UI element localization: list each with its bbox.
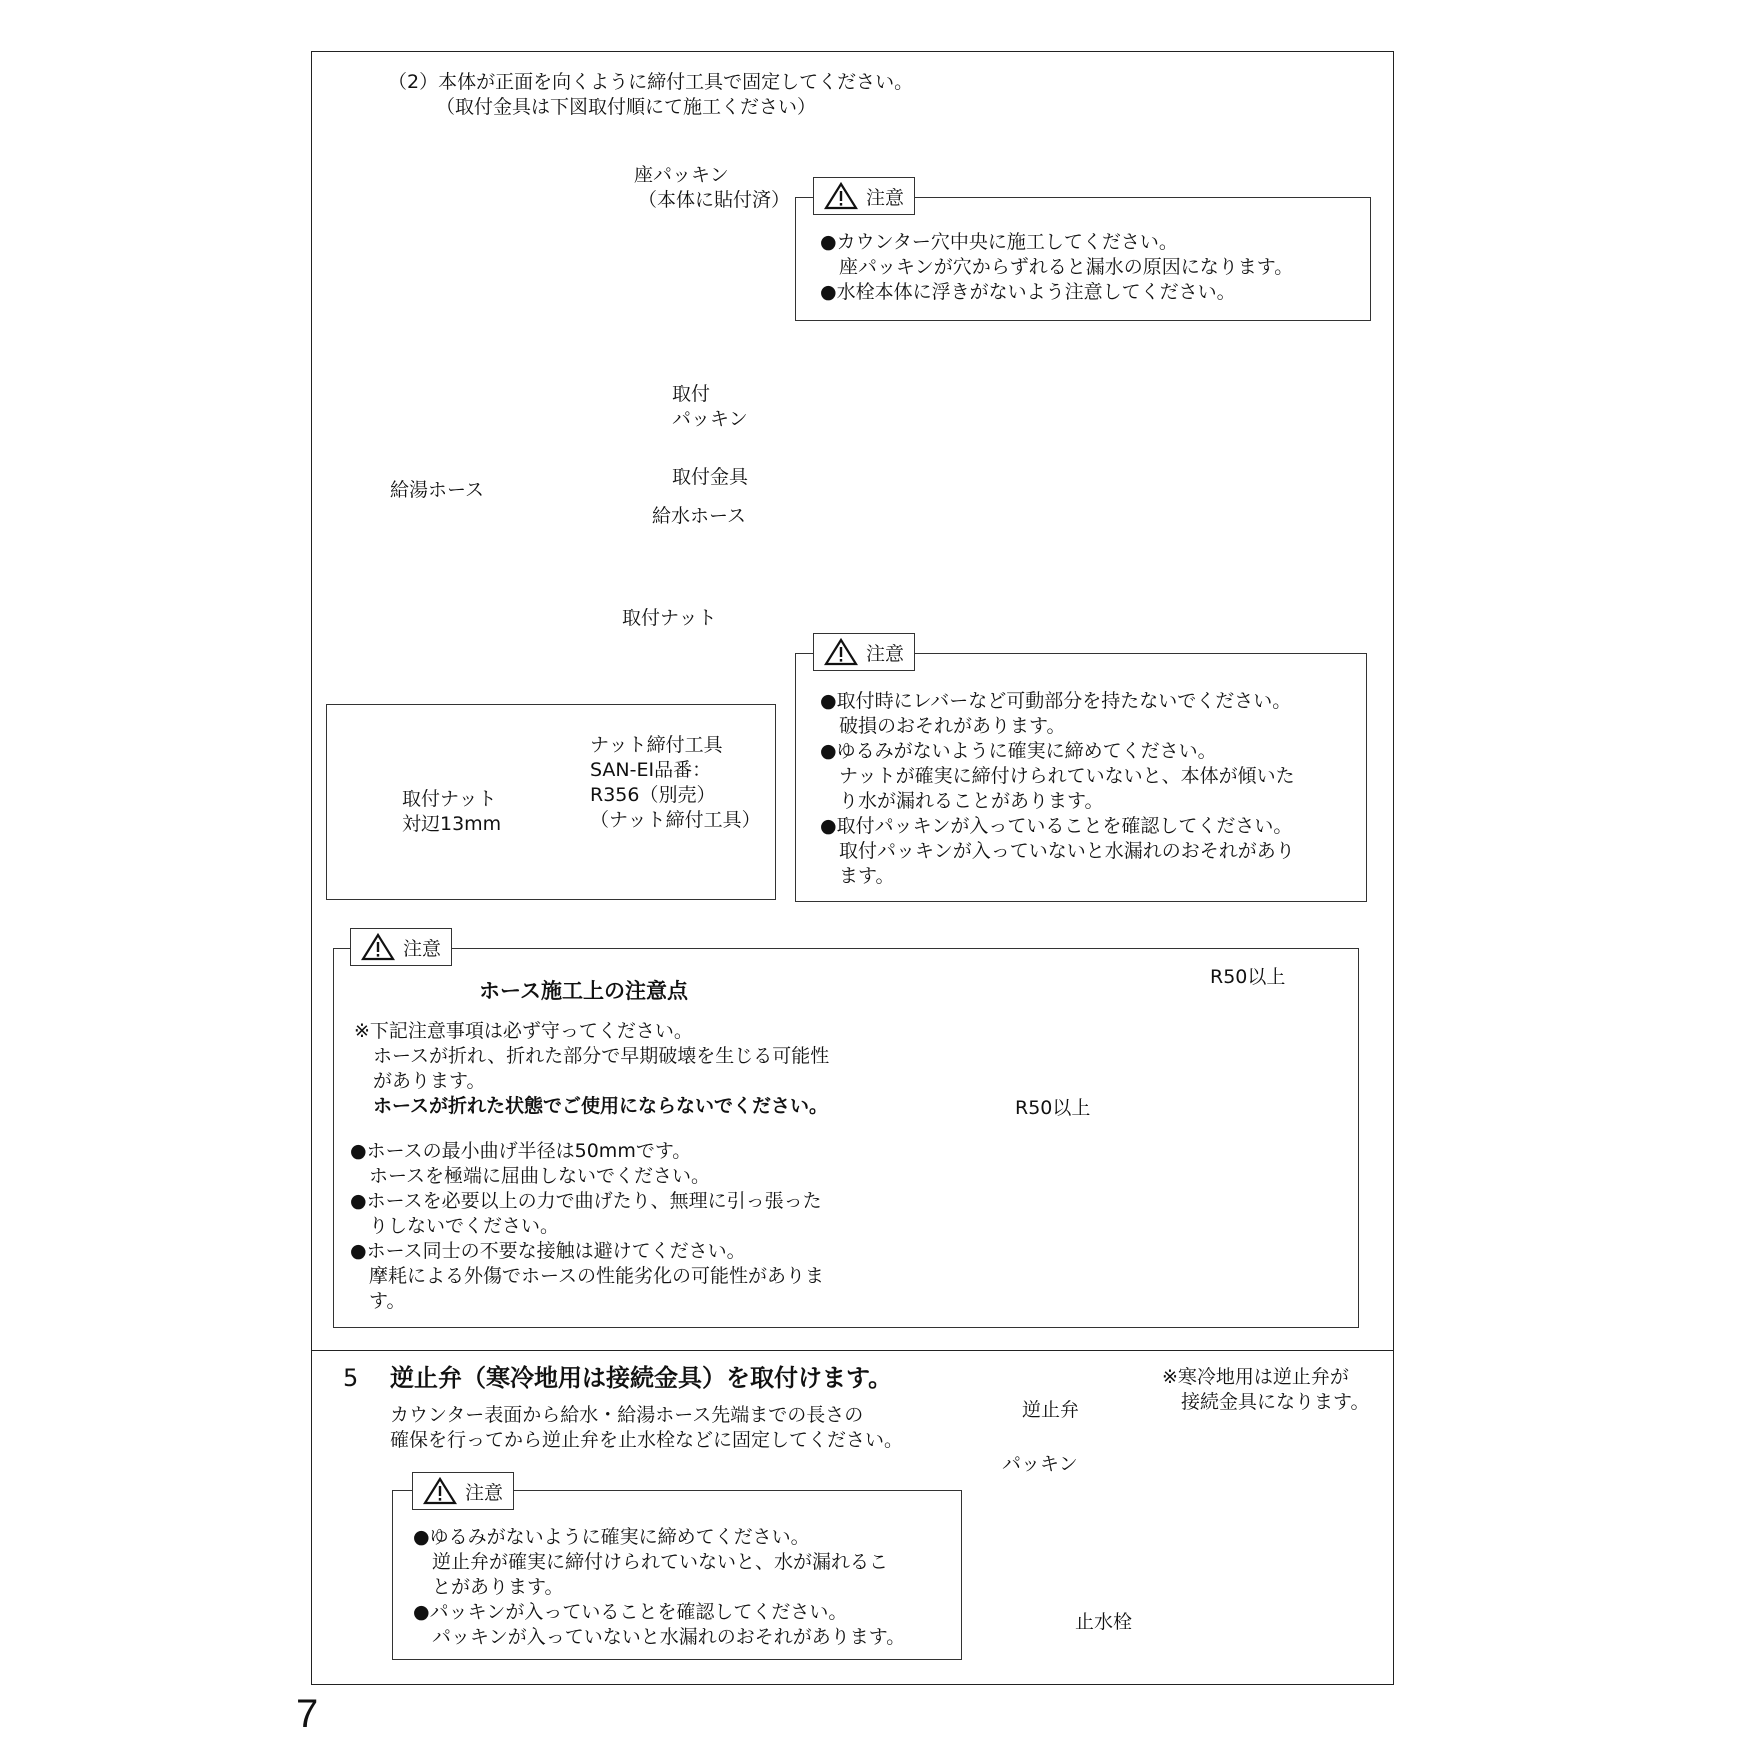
tool-name-2: SAN-EI品番： [590, 759, 712, 781]
cold-hose-label: 給水ホース [652, 505, 747, 527]
caution1-line: 座パッキンが穴からずれると漏水の原因になります。 [820, 256, 1294, 278]
tool-name-3: R356（別売） [590, 784, 716, 806]
caution2-line: 取付パッキンが入っていないと水漏れのおそれがあり [820, 840, 1295, 862]
warning-triangle-icon [423, 1477, 457, 1505]
hose-intro-line: があります。 [354, 1070, 486, 1092]
caution-box-1 [795, 197, 1371, 321]
mount-bracket-label: 取付金具 [672, 466, 749, 488]
step5-title: 逆止弁（寒冷地用は接続金具）を取付けます。 [390, 1364, 893, 1392]
hose-item-line: す。 [350, 1290, 406, 1312]
caution-tag-step5 [412, 1472, 514, 1510]
step5-caution-line: ●ゆるみがないように確実に締めてください。 [413, 1526, 810, 1548]
hose-item-line: ホースを極端に屈曲しないでください。 [350, 1165, 711, 1187]
section-divider [311, 1350, 1394, 1351]
step2-line2: （取付金具は下図取付順にて施工ください） [436, 96, 817, 118]
step5-desc-line: カウンター表面から給水・給湯ホース先端までの長さの [390, 1404, 864, 1426]
hose-bold-line: ホースが折れた状態でご使用にならないでください。 [354, 1095, 829, 1117]
seat-packing-note: （本体に貼付済） [638, 189, 791, 211]
step5-caution-line: とがあります。 [413, 1576, 564, 1598]
caution-word: 注意 [866, 186, 905, 209]
warning-triangle-icon [824, 182, 858, 210]
tool-name-1: ナット締付工具 [590, 734, 723, 756]
mount-nut-label: 取付ナット [622, 607, 717, 629]
caution-word: 注意 [403, 937, 442, 960]
hose-caution-title: ホース施工上の注意点 [479, 979, 688, 1003]
caution2-line: ●取付時にレバーなど可動部分を持たないでください。 [820, 690, 1292, 712]
step5-number: 5 [343, 1364, 359, 1392]
caution-tag-2 [813, 633, 915, 671]
caution-box-2 [795, 653, 1367, 902]
caution2-line: り水が漏れることがあります。 [820, 790, 1104, 812]
hose-intro-line: ホースが折れ、折れた部分で早期破壊を生じる可能性 [354, 1045, 830, 1067]
hose-item-line: ●ホース同士の不要な接触は避けてください。 [350, 1240, 746, 1262]
caution-word: 注意 [465, 1481, 504, 1504]
step5-note-line: ※寒冷地用は逆止弁が [1162, 1366, 1349, 1388]
hose-item-line: りしないでください。 [350, 1215, 560, 1237]
step5-caution-line: パッキンが入っていないと水漏れのおそれがあります。 [413, 1626, 906, 1648]
caution2-line: ナットが確実に締付けられていないと、本体が傾いた [820, 765, 1295, 787]
caution-tag-hose [350, 928, 452, 966]
step5-caution-line: 逆止弁が確実に締付けられていないと、水が漏れるこ [413, 1551, 889, 1573]
caution2-line: 破損のおそれがあります。 [820, 715, 1066, 737]
caution1-line: ●カウンター穴中央に施工してください。 [820, 231, 1178, 253]
caution2-line: ●ゆるみがないように確実に締めてください。 [820, 740, 1217, 762]
tool-name-4: （ナット締付工具） [590, 809, 761, 831]
caution1-line: ●水栓本体に浮きがないよう注意してください。 [820, 281, 1236, 303]
tool-nut-label-2: 対辺13mm [402, 813, 502, 835]
caution-tag-1 [813, 177, 915, 215]
seat-packing-label: 座パッキン [634, 164, 729, 186]
hose-intro-line: ※下記注意事項は必ず守ってください。 [354, 1020, 693, 1042]
warning-triangle-icon [824, 638, 858, 666]
caution-word: 注意 [866, 642, 905, 665]
page-number: 7 [296, 1692, 319, 1736]
caution2-line: ●取付パッキンが入っていることを確認してください。 [820, 815, 1293, 837]
hose-item-line: 摩耗による外傷でホースの性能劣化の可能性がありま [350, 1265, 825, 1287]
caution2-line: ます。 [820, 865, 895, 887]
mount-packing-label-1: 取付 [672, 383, 711, 405]
r50-bottom-label: R50以上 [1015, 1097, 1091, 1119]
tool-nut-label-1: 取付ナット [402, 788, 497, 810]
mount-packing-label-2: パッキン [672, 408, 748, 430]
warning-triangle-icon [361, 933, 395, 961]
packing-label: パッキン [1002, 1453, 1078, 1475]
hot-hose-label: 給湯ホース [390, 479, 485, 501]
hose-item-line: ●ホースを必要以上の力で曲げたり、無理に引っ張った [350, 1190, 822, 1212]
step5-caution-line: ●パッキンが入っていることを確認してください。 [413, 1601, 848, 1623]
step5-note-line: 接続金具になります。 [1162, 1391, 1370, 1413]
hose-caution-box [333, 948, 1359, 1328]
step5-desc-line: 確保を行ってから逆止弁を止水栓などに固定してください。 [390, 1429, 904, 1451]
r50-top-label: R50以上 [1210, 966, 1286, 988]
check-valve-label: 逆止弁 [1022, 1399, 1080, 1421]
step2-line1: （2）本体が正面を向くように締付工具で固定してください。 [388, 71, 914, 93]
step5-caution-box [392, 1490, 962, 1660]
hose-item-line: ●ホースの最小曲げ半径は50mmです。 [350, 1140, 692, 1162]
stop-valve-label: 止水栓 [1075, 1611, 1133, 1633]
